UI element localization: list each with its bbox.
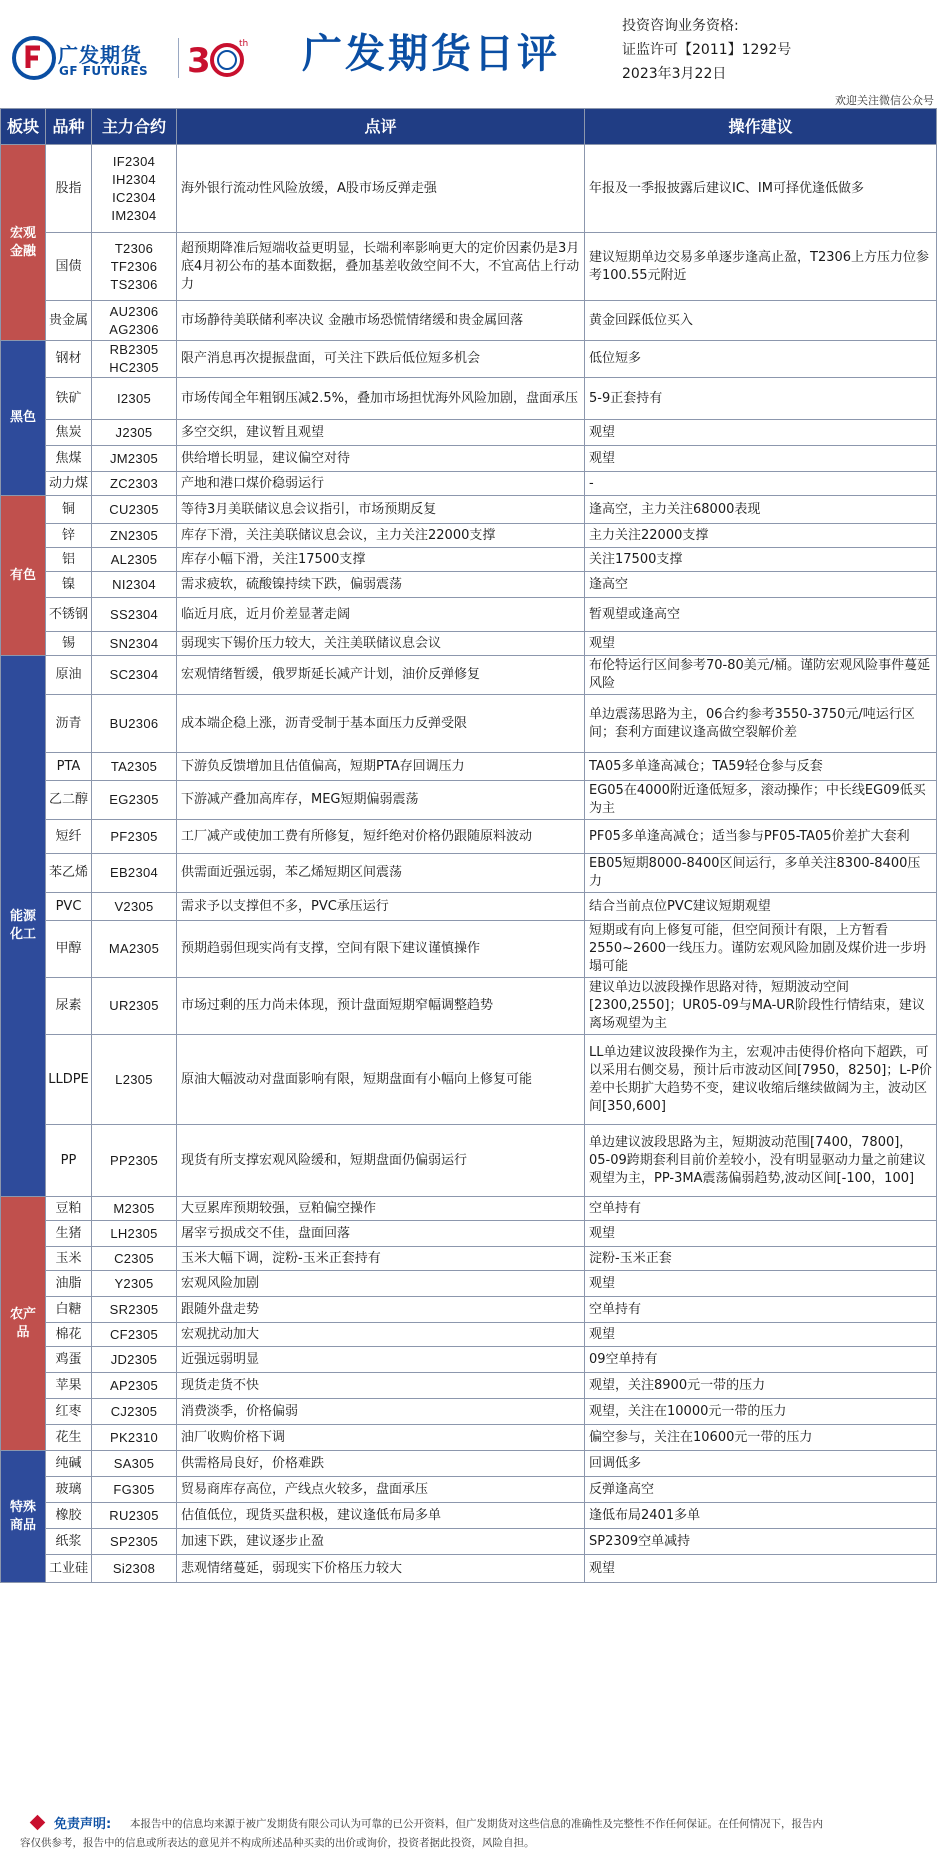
contract-cell: [92, 548, 177, 572]
comment-cell: 市场静待美联储利率决议 金融市场恐慌情绪缓和贵金属回落: [177, 301, 585, 341]
contract-code: AU2306: [109, 303, 159, 319]
comment-cell: 超预期降准后短端收益更明显，长端利率影响更大的定价因素仍是3月底4月初公布的基本面数据，叠加基差收敛空间不大，不宜高估上行动力: [177, 233, 585, 301]
disclaimer-heading: 免责声明:: [54, 1817, 112, 1832]
comment-cell: 多空交织，建议暂且观望: [177, 420, 585, 446]
table-row: [1, 1323, 937, 1347]
comment-cell: 现货走货不快: [177, 1373, 585, 1399]
commodity-table: [0, 108, 937, 1583]
advice-cell: -: [585, 472, 937, 496]
report-header: [0, 0, 948, 110]
contract-code: AL2305: [110, 551, 158, 567]
contract-cell: [92, 1399, 177, 1425]
table-row: [1, 1425, 937, 1451]
contract-code: CF2305: [109, 1326, 159, 1342]
contract-code: M2305: [113, 1200, 155, 1216]
comment-cell: 近强远弱明显: [177, 1347, 585, 1373]
advice-cell: 建议短期单边交易多单逐步逢高止盈，T2306上方压力位参考100.55元附近: [585, 233, 937, 301]
contract-cell: [92, 598, 177, 632]
comment-cell: 限产消息再次提振盘面，可关注下跌后低位短多机会: [177, 341, 585, 378]
comment-cell: 现货有所支撑宏观风险缓和，短期盘面仍偏弱运行: [177, 1125, 585, 1197]
comment-cell: 悲观情绪蔓延，弱现实下价格压力较大: [177, 1555, 585, 1583]
comment-cell: 海外银行流动性风险放缓，A股市场反弹走强: [177, 145, 585, 233]
comment-cell: 弱现实下锡价压力较大，关注美联储议息会议: [177, 632, 585, 656]
sector-cell: 能源化工: [1, 656, 46, 1197]
variety-cell: 乙二醇: [46, 781, 92, 820]
contract-cell: [92, 1425, 177, 1451]
table-row: [1, 472, 937, 496]
contract-cell: [92, 854, 177, 893]
contract-cell: [92, 446, 177, 472]
table-row: [1, 572, 937, 598]
advice-cell: 空单持有: [585, 1297, 937, 1323]
advice-cell: 结合当前点位PVC建议短期观望: [585, 893, 937, 921]
contract-code: FG305: [113, 1481, 155, 1497]
comment-cell: 贸易商库存高位，产线点火较多，盘面承压: [177, 1477, 585, 1503]
comment-cell: 下游减产叠加高库存，MEG短期偏弱震荡: [177, 781, 585, 820]
advice-cell: LL单边建议波段操作为主，宏观冲击使得价格向下超跌，可以采用右侧交易，预计后市波动区间[7950，8250]；L-P价差中长期扩大趋势不变，建议收缩后继续做阔为主，波动区间[350,600]: [585, 1035, 937, 1125]
disclaimer-text-line1: 本报告中的信息均来源于被广发期货有限公司认为可靠的已公开资料，但广发期货对这些信息的准确性及完整性不作任何保证。在任何情况下，报告内: [130, 1818, 823, 1830]
header-advice: 操作建议: [585, 109, 937, 145]
table-row: [1, 695, 937, 753]
advice-cell: 09空单持有: [585, 1347, 937, 1373]
advice-cell: 关注17500支撑: [585, 548, 937, 572]
contract-cell: [92, 1477, 177, 1503]
contract-code: SP2305: [109, 1533, 159, 1549]
contract-code: SC2304: [109, 667, 159, 682]
disclaimer: [0, 1808, 948, 1856]
table-row: [1, 656, 937, 695]
advice-cell: 观望: [585, 1323, 937, 1347]
contract-cell: [92, 632, 177, 656]
contract-cell: [92, 1529, 177, 1555]
table-row: [1, 1125, 937, 1197]
contract-cell: [92, 1347, 177, 1373]
contract-cell: [92, 472, 177, 496]
table-row: [1, 978, 937, 1035]
comment-cell: 宏观扰动加大: [177, 1323, 585, 1347]
gf-futures-logo: [12, 34, 249, 84]
comment-cell: 大豆累库预期较强，豆粕偏空操作: [177, 1197, 585, 1221]
contract-code: AG2306: [109, 321, 159, 337]
contract-code: BU2306: [109, 715, 159, 731]
contract-code: MA2305: [108, 941, 160, 956]
comment-cell: 需求疲软，硫酸镍持续下跌，偏弱震荡: [177, 572, 585, 598]
contract-cell: [92, 1271, 177, 1297]
contract-code: TF2306: [110, 258, 158, 274]
variety-cell: 工业硅: [46, 1555, 92, 1583]
advice-cell: 布伦特运行区间参考70-80美元/桶。谨防宏观风险事件蔓延风险: [585, 656, 937, 695]
license-label: 投资咨询业务资格:: [622, 18, 739, 34]
comment-cell: 预期趋弱但现实尚有支撑，空间有限下建议谨慎操作: [177, 921, 585, 978]
contract-code: UR2305: [109, 998, 159, 1013]
variety-cell: LLDPE: [46, 1035, 92, 1125]
advice-cell: 观望，关注在10000元一带的压力: [585, 1399, 937, 1425]
contract-cell: [92, 978, 177, 1035]
table-row: [1, 1271, 937, 1297]
advice-cell: 逢低布局2401多单: [585, 1503, 937, 1529]
table-row: [1, 496, 937, 524]
table-header-row: [1, 109, 937, 145]
variety-cell: 锌: [46, 524, 92, 548]
comment-cell: 宏观风险加剧: [177, 1271, 585, 1297]
gf-logo-icon: [12, 36, 56, 80]
contract-code: IF2304: [112, 153, 156, 169]
table-row: [1, 1247, 937, 1271]
comment-cell: 玉米大幅下调，淀粉-玉米正套持有: [177, 1247, 585, 1271]
variety-cell: 红枣: [46, 1399, 92, 1425]
variety-cell: 甲醇: [46, 921, 92, 978]
contract-code: SR2305: [109, 1301, 159, 1317]
table-row: [1, 548, 937, 572]
header-variety: 品种: [46, 109, 92, 145]
advice-cell: 主力关注22000支撑: [585, 524, 937, 548]
variety-cell: 短纤: [46, 820, 92, 854]
contract-code: ZN2305: [109, 527, 159, 543]
advice-cell: 观望: [585, 420, 937, 446]
variety-cell: 生猪: [46, 1221, 92, 1247]
header-comment: 点评: [177, 109, 585, 145]
contract-code: JM2305: [109, 450, 159, 466]
contract-code: EG2305: [109, 792, 159, 807]
contract-code: IH2304: [112, 171, 156, 187]
table-row: [1, 524, 937, 548]
sector-cell: 黑色: [1, 341, 46, 496]
advice-cell: 观望: [585, 632, 937, 656]
comment-cell: 供需格局良好，价格难跌: [177, 1451, 585, 1477]
variety-cell: 橡胶: [46, 1503, 92, 1529]
contract-cell: [92, 893, 177, 921]
advice-cell: 观望: [585, 1555, 937, 1583]
contract-code: Si2308: [112, 1560, 156, 1576]
table-row: [1, 420, 937, 446]
table-row: [1, 341, 937, 378]
contract-cell: [92, 1451, 177, 1477]
table-row: [1, 1297, 937, 1323]
contract-cell: [92, 1373, 177, 1399]
contract-code: CU2305: [109, 501, 159, 517]
sector-cell: 宏观金融: [1, 145, 46, 341]
comment-cell: 估值低位，现货买盘积极，建议逢低布局多单: [177, 1503, 585, 1529]
contract-code: V2305: [114, 898, 154, 914]
table-row: [1, 1555, 937, 1583]
contract-cell: [92, 753, 177, 781]
anniversary-30-icon: [185, 34, 249, 82]
variety-cell: 锡: [46, 632, 92, 656]
advice-cell: 5-9正套持有: [585, 378, 937, 420]
report-title: 广发期货日评: [302, 31, 560, 77]
comment-cell: 加速下跌，建议逐步止盈: [177, 1529, 585, 1555]
header-sector: 板块: [1, 109, 46, 145]
contract-code: RB2305: [109, 342, 159, 357]
advice-cell: 空单持有: [585, 1197, 937, 1221]
comment-cell: 市场过剩的压力尚未体现，预计盘面短期窄幅调整趋势: [177, 978, 585, 1035]
comment-cell: 宏观情绪暂缓，俄罗斯延长减产计划，油价反弹修复: [177, 656, 585, 695]
advice-cell: 逢高空: [585, 572, 937, 598]
variety-cell: 尿素: [46, 978, 92, 1035]
contract-code: IC2304: [112, 189, 156, 205]
variety-cell: 焦炭: [46, 420, 92, 446]
contract-code: NI2304: [112, 576, 156, 592]
table-row: [1, 1399, 937, 1425]
sector-cell: 有色: [1, 496, 46, 656]
contract-code: SS2304: [109, 606, 159, 622]
contract-cell: [92, 1125, 177, 1197]
variety-cell: 股指: [46, 145, 92, 233]
contract-code: TA2305: [110, 758, 158, 774]
variety-cell: 国债: [46, 233, 92, 301]
table-row: [1, 1373, 937, 1399]
table-row: [1, 1035, 937, 1125]
contract-cell: [92, 145, 177, 233]
contract-code: SN2304: [109, 635, 159, 651]
contract-code: T2306: [114, 240, 154, 256]
table-row: [1, 1503, 937, 1529]
contract-code: Y2305: [114, 1275, 154, 1291]
contract-code: ZC2303: [109, 475, 159, 491]
variety-cell: 贵金属: [46, 301, 92, 341]
sector-cell: 特殊商品: [1, 1451, 46, 1583]
advice-cell: 建议单边以波段操作思路对待，短期波动空间[2300,2550]；UR05-09与MA-UR阶段性行情结束，建议离场观望为主: [585, 978, 937, 1035]
license-info: [622, 14, 791, 86]
contract-code: SA305: [113, 1455, 155, 1471]
contract-cell: [92, 1555, 177, 1583]
contract-code: TS2306: [110, 276, 158, 292]
table-row: [1, 893, 937, 921]
variety-cell: 苹果: [46, 1373, 92, 1399]
variety-cell: PP: [46, 1125, 92, 1197]
advice-cell: 观望，关注8900元一带的压力: [585, 1373, 937, 1399]
contract-cell: [92, 781, 177, 820]
comment-cell: 供给增长明显，建议偏空对待: [177, 446, 585, 472]
report-date: 2023年3月22日: [622, 66, 727, 82]
advice-cell: 低位短多: [585, 341, 937, 378]
contract-cell: [92, 1221, 177, 1247]
contract-cell: [92, 1035, 177, 1125]
variety-cell: 铝: [46, 548, 92, 572]
advice-cell: 淀粉-玉米正套: [585, 1247, 937, 1271]
comment-cell: 屠宰亏损成交不佳，盘面回落: [177, 1221, 585, 1247]
table-row: [1, 233, 937, 301]
contract-code: PP2305: [109, 1152, 159, 1168]
advice-cell: 逢高空，主力关注68000表现: [585, 496, 937, 524]
contract-cell: [92, 524, 177, 548]
comment-cell: 需求予以支撑但不多，PVC承压运行: [177, 893, 585, 921]
comment-cell: 工厂减产或使加工费有所修复，短纤绝对价格仍跟随原料波动: [177, 820, 585, 854]
variety-cell: 沥青: [46, 695, 92, 753]
advice-cell: 回调低多: [585, 1451, 937, 1477]
variety-cell: 铁矿: [46, 378, 92, 420]
variety-cell: 油脂: [46, 1271, 92, 1297]
license-number: 证监许可【2011】1292号: [622, 42, 792, 58]
comment-cell: 库存小幅下滑，关注17500支撑: [177, 548, 585, 572]
advice-cell: 短期或有向上修复可能，但空间预计有限，上方暂看2550~2600一线压力。谨防宏观风险加剧及煤价进一步坍塌可能: [585, 921, 937, 978]
table-row: [1, 145, 937, 233]
variety-cell: 纸浆: [46, 1529, 92, 1555]
table-row: [1, 301, 937, 341]
contract-cell: [92, 496, 177, 524]
advice-cell: 反弹逢高空: [585, 1477, 937, 1503]
variety-cell: 花生: [46, 1425, 92, 1451]
contract-cell: [92, 1297, 177, 1323]
contract-cell: [92, 572, 177, 598]
svg-text:th: th: [239, 39, 249, 49]
contract-cell: [92, 656, 177, 695]
contract-code: EB2304: [109, 865, 159, 880]
table-row: [1, 446, 937, 472]
variety-cell: PVC: [46, 893, 92, 921]
contract-code: JD2305: [110, 1351, 158, 1367]
advice-cell: 观望: [585, 1221, 937, 1247]
contract-cell: [92, 921, 177, 978]
variety-cell: PTA: [46, 753, 92, 781]
contract-code: I2305: [116, 390, 152, 406]
logo-divider: [178, 38, 179, 78]
contract-code: PF2305: [110, 828, 158, 844]
logo-english-text: GF FUTURES: [59, 64, 149, 78]
variety-cell: 玉米: [46, 1247, 92, 1271]
advice-cell: 观望: [585, 1271, 937, 1297]
contract-code: RU2305: [109, 1507, 159, 1523]
comment-cell: 下游负反馈增加且估值偏高，短期PTA存回调压力: [177, 753, 585, 781]
table-body: [1, 145, 937, 1583]
contract-cell: [92, 1247, 177, 1271]
advice-cell: 黄金回踩低位买入: [585, 301, 937, 341]
variety-cell: 钢材: [46, 341, 92, 378]
comment-cell: 市场传闻全年粗钢压减2.5%，叠加市场担忧海外风险加剧，盘面承压: [177, 378, 585, 420]
advice-cell: 观望: [585, 446, 937, 472]
logo-chinese-text: 广发期货: [58, 43, 142, 67]
comment-cell: 成本端企稳上涨，沥青受制于基本面压力反弹受限: [177, 695, 585, 753]
comment-cell: 原油大幅波动对盘面影响有限，短期盘面有小幅向上修复可能: [177, 1035, 585, 1125]
contract-code: IM2304: [111, 207, 157, 223]
contract-cell: [92, 420, 177, 446]
table-row: [1, 781, 937, 820]
variety-cell: 铜: [46, 496, 92, 524]
follow-wechat-text: 欢迎关注微信公众号: [835, 94, 934, 107]
comment-cell: 跟随外盘走势: [177, 1297, 585, 1323]
variety-cell: 不锈钢: [46, 598, 92, 632]
table-row: [1, 921, 937, 978]
table-row: [1, 753, 937, 781]
contract-code: HC2305: [109, 360, 159, 375]
advice-cell: EG05在4000附近逢低短多，滚动操作；中长线EG09低买为主: [585, 781, 937, 820]
advice-cell: 偏空参与，关注在10600元一带的压力: [585, 1425, 937, 1451]
variety-cell: 玻璃: [46, 1477, 92, 1503]
contract-cell: [92, 1503, 177, 1529]
contract-code: C2305: [114, 1250, 154, 1266]
variety-cell: 原油: [46, 656, 92, 695]
variety-cell: 动力煤: [46, 472, 92, 496]
svg-text:3: 3: [187, 41, 211, 81]
table-row: [1, 1529, 937, 1555]
advice-cell: PF05多单逢高减仓；适当参与PF05-TA05价差扩大套利: [585, 820, 937, 854]
table-row: [1, 854, 937, 893]
table-row: [1, 378, 937, 420]
header-contract: 主力合约: [92, 109, 177, 145]
comment-cell: 库存下滑，关注美联储议息会议，主力关注22000支撑: [177, 524, 585, 548]
contract-code: J2305: [115, 424, 153, 440]
table-row: [1, 1477, 937, 1503]
variety-cell: 苯乙烯: [46, 854, 92, 893]
contract-cell: [92, 1197, 177, 1221]
table-row: [1, 1221, 937, 1247]
advice-cell: 年报及一季报披露后建议IC、IM可择优逢低做多: [585, 145, 937, 233]
advice-cell: EB05短期8000-8400区间运行，多单关注8300-8400压力: [585, 854, 937, 893]
advice-cell: 单边震荡思路为主，06合约参考3550-3750元/吨运行区间；套利方面建议逢高做空裂解价差: [585, 695, 937, 753]
variety-cell: 鸡蛋: [46, 1347, 92, 1373]
contract-code: CJ2305: [110, 1403, 158, 1419]
table-row: [1, 1347, 937, 1373]
variety-cell: 白糖: [46, 1297, 92, 1323]
variety-cell: 焦煤: [46, 446, 92, 472]
advice-cell: SP2309空单减持: [585, 1529, 937, 1555]
contract-cell: [92, 1323, 177, 1347]
contract-code: L2305: [115, 1071, 153, 1087]
comment-cell: 消费淡季，价格偏弱: [177, 1399, 585, 1425]
contract-code: LH2305: [110, 1225, 158, 1241]
contract-cell: [92, 378, 177, 420]
contract-cell: [92, 820, 177, 854]
comment-cell: 供需面近强远弱，苯乙烯短期区间震荡: [177, 854, 585, 893]
variety-cell: 棉花: [46, 1323, 92, 1347]
comment-cell: 临近月底，近月价差显著走阔: [177, 598, 585, 632]
variety-cell: 纯碱: [46, 1451, 92, 1477]
table-row: [1, 1451, 937, 1477]
table-row: [1, 598, 937, 632]
sector-cell: 农产品: [1, 1197, 46, 1451]
contract-code: PK2310: [109, 1429, 159, 1445]
contract-cell: [92, 341, 177, 378]
contract-cell: [92, 695, 177, 753]
contract-cell: [92, 233, 177, 301]
comment-cell: 产地和港口煤价稳弱运行: [177, 472, 585, 496]
comment-cell: 等待3月美联储议息会议指引，市场预期反复: [177, 496, 585, 524]
table-row: [1, 632, 937, 656]
advice-cell: 暂观望或逢高空: [585, 598, 937, 632]
table-row: [1, 1197, 937, 1221]
comment-cell: 油厂收购价格下调: [177, 1425, 585, 1451]
diamond-bullet-icon: [30, 1815, 46, 1831]
contract-cell: [92, 301, 177, 341]
variety-cell: 豆粕: [46, 1197, 92, 1221]
advice-cell: 单边建议波段思路为主，短期波动范围[7400，7800]，05-09跨期套利目前价差较小，没有明显驱动力量之前建议观望为主，PP-3MA震荡偏弱趋势,波动区间[-100，100]: [585, 1125, 937, 1197]
advice-cell: TA05多单逢高减仓；TA59轻仓参与反套: [585, 753, 937, 781]
disclaimer-text-line2: 容仅供参考，报告中的信息或所表达的意见并不构成所述品种买卖的出价或询价，投资者据此投资，风险自担。: [20, 1837, 535, 1849]
contract-code: AP2305: [109, 1377, 159, 1393]
table-row: [1, 820, 937, 854]
variety-cell: 镍: [46, 572, 92, 598]
